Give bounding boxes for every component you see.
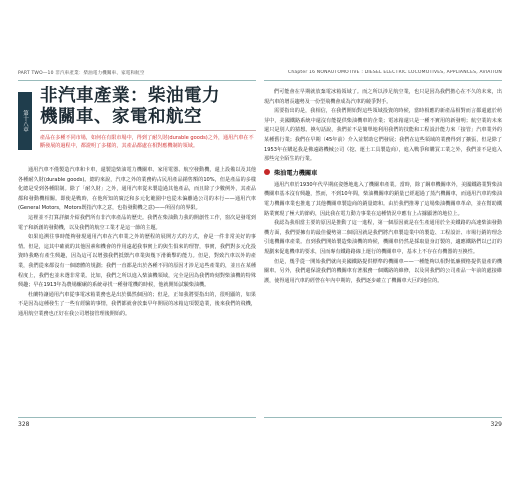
right-section-paragraph-3: 但是，幾乎從一開始我們就向美國鐵路提供標準的機關車——一種能夠以相對低廉價格提供量產的機關車。另外，我們還保證我們的機關車有著服務一個鐵路的維修，以及同我們的公司產品一年前的處接維護，使得通用汽車的經營在年內中期的，我們逐步確立了機關車大巨的地位的。 bbox=[264, 258, 502, 284]
title-rule bbox=[40, 130, 256, 131]
right-running-head: Chapter 16 NONAUTOMOTIVE : DIESEL ELECTRIC LOCOMOTIVES, APPLIANCES, AVIATION bbox=[264, 70, 502, 81]
right-body-text bbox=[264, 88, 502, 286]
red-bullet-icon bbox=[264, 169, 270, 175]
right-paragraph-1: 們可能會在早期就放棄電冰箱領域了。而之所以涉足航空業，也只是因為我們擔心在不久的未來，出現汽車的增長趨勢及一份型飛機會成為汽車的競爭對手。 bbox=[264, 89, 502, 105]
chapter-title-line-2: 機關車、家電和航空 bbox=[40, 107, 202, 127]
left-paragraph-4: 杜蘭特讓通用汽車從事電冰箱業務也是出於偶然個因的；但是，正如我將要指出的，很明顯的，如果不是因為這種發生了一些有經驗的事情，我們都就會放棄早年開展的冰箱這項製造業，後來我們的飛機，通用航空業務也正好在我公司增接管理後開始的。 bbox=[18, 291, 256, 317]
right-page-number: 329 bbox=[490, 421, 502, 428]
left-body-text bbox=[18, 166, 256, 320]
section-heading bbox=[264, 168, 502, 179]
right-footer-rule bbox=[264, 417, 502, 418]
right-section-paragraph-1: 通用汽車於1930年代早期底姿態地進入了機關車產業。當時，除了鋼車機關車外，美國鐵路業對柴油機關車基本沒有興趣，然而，不到10年間，柴油機關車的銷量已經超過了蒸汽機關車，而通用汽車的柴油電力機關車業也推進了其他機關車製造商的銷量總和。由於我們推導了這場柴油機關車革命，並在幫助鐵路業實現了極大的節約，因此我在電力動力事業在這種情況中應有上占據顯著的地位上。 bbox=[264, 181, 502, 217]
right-section-paragraph-2: 我認為我相當主要的原因是推動了這一進程，第一個原因就是在生產通用於全美鐵路的高速柴油發動機方面，我們要擁有的最佳優勢第二個原因就是我們將汽車製造業中的製造、工程設計、市場行銷的理念引進機關車產業。直到我們開始製造柴油機的時候，機關車仍然是採取量身訂製的，適應鐵路們以已訂的規劃來促進機車的要求，因而專有鐵路路線上運行的機關車中，基本上不存在有機器的互換性。 bbox=[264, 220, 502, 255]
left-paragraph-2: 這裡並不打算詳細介紹我們所有非汽車產品的歷史。我們在柴油動力我的開創性工作，窗次是發電到電子和新創的發動機，以及我們的航空工業才是這一節的主題。 bbox=[18, 214, 256, 231]
chapter-title-line-1: 非汽車產業：柴油電力 bbox=[40, 86, 220, 106]
right-paragraph-2: 需要指出的是，我相信，在我們開始對這些領域投資的時候，當時相應的新產品相對而言都還處於萌芽中，美國鐵路系統中還沒有能提供柴油機車的企業；電冰箱還只是一種不實用的新發明；航空業的未來還只是別人的猜想。換句話說，我們並不是簡單地利用我們的技能和工程設計能力來「接管」汽車業外的某種舊行業；我們在早期（45年前）介入並幫助它們發展；我們在這些領域的業務得到了擴張，但是除了1953年在購起我是佛遠路機械公司（挖、運土工具製造商），進入戰爭和購買工業之外，我們並不是進入那些完全陌生的行業。 bbox=[264, 108, 502, 163]
right-page bbox=[264, 70, 502, 428]
left-running-head: PART TWO—10 非汽車產業：柴油電力機關車、家電和航空 bbox=[18, 70, 256, 81]
left-page-number: 328 bbox=[18, 421, 30, 428]
left-paragraph-3: 如果追溯往事時能夠發現通用汽車在汽車業之外的歷程的展開方式的方式，會是一件非常美好的事情。但是，這其中確就的其他因素和機會的作用遠超我事實上的與生俱來的理智，事實，我們對多元化投資時我略有產生興趣，因為這可以增強我們抵禦汽車業與幾下滑衝擊的能力。但是，對致汽車以外的產業，我們從來都沒有一個總體的規劃；我們一直都是出於各種不同的原因才涉足這些產業的，並且在某種程度上，我們也並未選非常業。比如，我們之所以進入柴油機領域，完全是因為我們時刻對柴油機的特殊興趣；早在1913年為農場輾碾的系統尋找一種發電機的時候，他就開始試驗柴油機。 bbox=[18, 234, 256, 289]
section-heading-text: 柴油電力機關車 bbox=[274, 169, 318, 177]
chapter-subtitle: 產品在多種不同市場，如何在有限市場中，得到了耐久財(durable goods)之外，通用汽車在不斷發展的過程中，都證明了多樣的，其產品都處在相對應機制的領域。 bbox=[40, 135, 254, 149]
left-page bbox=[18, 70, 256, 428]
left-footer-rule bbox=[18, 417, 256, 418]
left-paragraph-1: 通用汽車不僅製造汽車和卡車，還製造柴油電力機關車、家用電器、航空發動機，還上設備以及其他各種耐久財(durable goods)。總的來說，汽車之外的業務約占民用產品銷售額的10%，但是產品的多樣化總是受到各種限制。除了「耐久財」之外，通用汽車從未製造過其他產品，而且除了少數例外，其產品都和發動機相關。即使是戰時，在他所知的廣泛和多元化範圍中也從未偏離過公司的本行——通用汽車(General Motors，Motors既指汽車之意，也指發動機之意)——所固有的界限。 bbox=[18, 167, 256, 212]
chapter-tab: 第十八章 bbox=[18, 92, 32, 150]
chapter-title bbox=[40, 86, 256, 128]
